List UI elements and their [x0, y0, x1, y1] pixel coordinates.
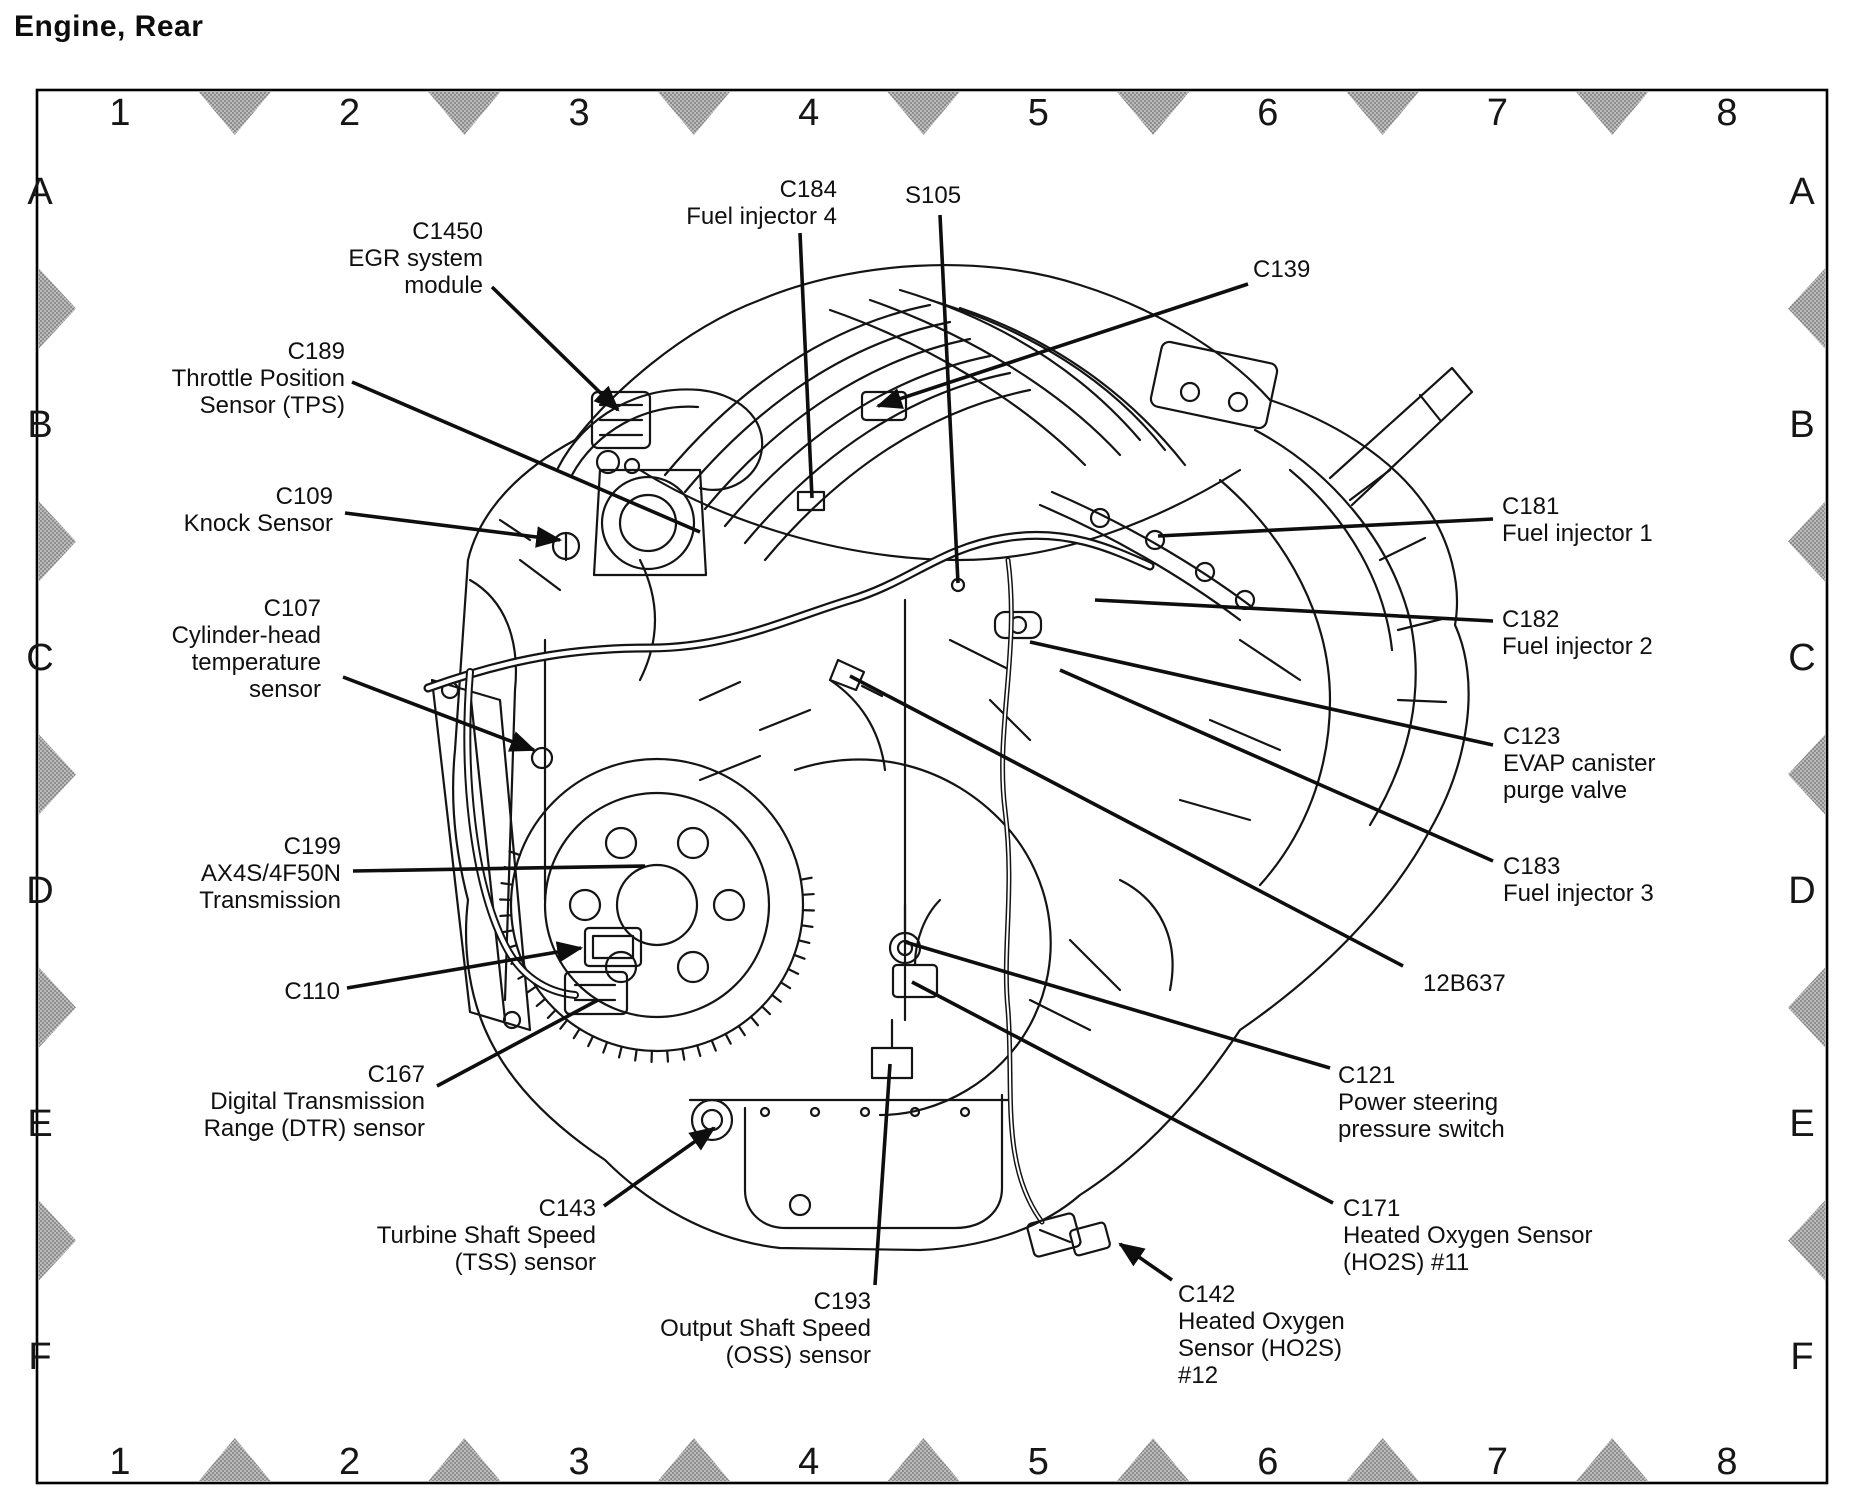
callout-text-line: C1450	[412, 218, 483, 245]
callout-text-line: C107	[263, 595, 321, 622]
flywheel-teeth-tick	[682, 1049, 684, 1060]
grid-number-bottom-2: 2	[338, 1441, 361, 1483]
callout-text-line: purge valve	[1503, 777, 1628, 804]
callout-label-C107	[172, 595, 321, 703]
grid-number-top-3: 3	[568, 92, 590, 134]
callout-text-line: C184	[779, 176, 837, 203]
callout-text-line: C143	[538, 1195, 596, 1222]
callout-text-line: Fuel injector 4	[686, 203, 837, 230]
grid-triangle	[1576, 1438, 1648, 1481]
callout-label-C182	[1502, 606, 1653, 660]
callout-text-line: C189	[287, 338, 345, 365]
flywheel-teeth-tick	[500, 915, 511, 916]
leader-line-C109	[345, 513, 560, 540]
grid-letter-left-F: F	[28, 1336, 52, 1378]
callout-text-line: Heated Oxygen Sensor	[1343, 1222, 1593, 1249]
flywheel-teeth-tick	[619, 1047, 622, 1058]
grid-triangle	[1117, 92, 1189, 135]
grid-triangle	[1347, 1438, 1419, 1481]
grid-letter-right-D: D	[1788, 870, 1816, 912]
callout-text-line: Fuel injector 3	[1503, 880, 1654, 907]
callout-text-line: C199	[283, 833, 341, 860]
flywheel-teeth-tick	[781, 982, 790, 988]
grid-triangle	[887, 1438, 959, 1481]
callout-text-line: Range (DTR) sensor	[203, 1115, 425, 1142]
grid-letter-right-E: E	[1789, 1103, 1815, 1145]
callout-text-line: C110	[284, 978, 340, 1005]
leader-line-C184	[800, 233, 812, 498]
grid-number-bottom-4: 4	[798, 1441, 820, 1483]
grid-letter-right-A: A	[1789, 171, 1815, 213]
grid-number-top-1: 1	[109, 92, 131, 134]
flywheel-teeth-tick	[803, 894, 814, 895]
callout-text-line: AX4S/4F50N	[200, 860, 341, 887]
leader-line-12B637	[850, 676, 1403, 966]
leader-line-C189	[352, 382, 700, 532]
grid-triangle	[428, 1438, 500, 1481]
callout-text-line: pressure switch	[1338, 1116, 1505, 1143]
leader-line-C181	[1158, 519, 1493, 536]
grid-number-bottom-8: 8	[1716, 1441, 1738, 1483]
callout-text-line: Turbine Shaft Speed	[376, 1222, 596, 1249]
callout-text-line: module	[404, 272, 483, 299]
grid-triangle	[39, 269, 76, 349]
leader-line-S105	[940, 215, 958, 583]
grid-triangle	[39, 502, 76, 582]
callout-label-C171	[1343, 1195, 1592, 1276]
flywheel-teeth-tick	[588, 1036, 593, 1046]
callout-label-C1450	[348, 218, 483, 299]
grid-triangle	[199, 1438, 271, 1481]
grid-triangle	[1788, 735, 1825, 815]
grid-triangle	[1117, 1438, 1189, 1481]
grid-triangle	[1788, 968, 1825, 1048]
callout-text-line: temperature	[191, 649, 321, 676]
callout-label-C181	[1502, 493, 1653, 547]
grid-number-top-8: 8	[1716, 92, 1738, 134]
callout-text-line: C121	[1338, 1062, 1396, 1089]
callout-text-line: C142	[1178, 1281, 1236, 1308]
flywheel-teeth-tick	[762, 1006, 770, 1014]
grid-triangle	[39, 1201, 76, 1281]
grid-triangle	[1576, 92, 1648, 135]
callout-text-line: Knock Sensor	[183, 510, 333, 537]
grid-triangle	[39, 968, 76, 1048]
callout-text-line: C167	[367, 1061, 425, 1088]
grid-number-top-2: 2	[338, 92, 361, 134]
grid-number-bottom-1: 1	[109, 1441, 131, 1483]
callout-label-C139	[1253, 256, 1310, 283]
callout-text-line: (TSS) sensor	[454, 1249, 596, 1276]
callout-leader-lines	[343, 215, 1493, 1285]
flywheel-teeth-tick	[527, 987, 536, 993]
grid-triangle	[1788, 502, 1825, 582]
flywheel-teeth-tick	[537, 999, 545, 1006]
callout-text-line: C193	[813, 1288, 871, 1315]
callout-text-line: Digital Transmission	[210, 1088, 425, 1115]
flywheel-teeth-tick	[788, 969, 798, 974]
callout-label-C109	[184, 483, 333, 537]
callout-text-line: EVAP canister	[1503, 750, 1656, 777]
grid-triangle	[428, 92, 500, 135]
callout-text-line: Sensor (HO2S)	[1178, 1335, 1343, 1362]
callout-text-line: Output Shaft Speed	[660, 1315, 871, 1342]
flywheel-teeth-tick	[794, 955, 804, 959]
callout-label-C142	[1178, 1281, 1345, 1389]
grid-letter-right-B: B	[1789, 404, 1815, 446]
flywheel-teeth-tick	[739, 1026, 745, 1035]
flywheel-teeth-tick	[772, 995, 781, 1002]
grid-triangle	[1788, 1201, 1825, 1281]
grid-triangle	[887, 92, 959, 135]
grid-number-top-4: 4	[798, 92, 820, 134]
grid-letter-left-E: E	[27, 1103, 53, 1145]
callout-text-line: (HO2S) #11	[1343, 1249, 1470, 1276]
callout-text-line: Throttle Position	[171, 365, 345, 392]
callout-text-line: C182	[1502, 606, 1560, 633]
callout-text-line: Fuel injector 1	[1502, 520, 1653, 547]
leader-line-C182	[1095, 600, 1493, 621]
page-title: Engine, Rear	[14, 10, 204, 43]
callout-text-line: C183	[1503, 853, 1561, 880]
flywheel-teeth-tick	[574, 1029, 580, 1038]
leader-line-C199	[353, 866, 645, 871]
flywheel-teeth-tick	[502, 883, 513, 885]
grid-letter-right-C: C	[1788, 637, 1816, 679]
grid-triangle	[1788, 269, 1825, 349]
grid-triangle	[1347, 92, 1419, 135]
flywheel-teeth-tick	[667, 1051, 668, 1062]
callout-label-C193	[660, 1288, 871, 1369]
grid-letter-right-F: F	[1790, 1336, 1814, 1378]
callout-text-line: Transmission	[199, 887, 341, 914]
grid-triangle	[39, 735, 76, 815]
flywheel-teeth-tick	[548, 1010, 556, 1018]
flywheel-teeth-tick	[726, 1034, 731, 1044]
callout-text-line: Cylinder-head	[171, 622, 321, 649]
callout-text-line: C139	[1253, 256, 1311, 283]
callout-label-S105	[905, 182, 961, 209]
grid-letter-left-D: D	[26, 870, 54, 912]
grid-number-top-5: 5	[1027, 92, 1049, 134]
leader-line-C123	[1030, 642, 1493, 745]
callout-text-line: C123	[1503, 723, 1561, 750]
grid-number-top-6: 6	[1257, 92, 1279, 134]
leader-line-C139	[878, 284, 1248, 406]
callout-text-line: Power steering	[1338, 1089, 1499, 1116]
grid-number-bottom-7: 7	[1486, 1441, 1508, 1483]
flywheel-teeth-tick	[801, 878, 812, 880]
callout-text-line: C109	[275, 483, 333, 510]
flywheel-teeth-tick	[603, 1042, 607, 1052]
grid-triangle	[658, 1438, 730, 1481]
callout-text-line: S105	[905, 182, 962, 209]
grid-number-bottom-6: 6	[1257, 1441, 1279, 1483]
grid-triangle	[658, 92, 730, 135]
callout-label-C184	[686, 176, 837, 230]
flywheel-teeth-tick	[802, 925, 813, 927]
callout-text-line: Heated Oxygen	[1178, 1308, 1345, 1335]
flywheel-teeth-tick	[799, 940, 810, 943]
callout-label-C167	[204, 1061, 425, 1142]
flywheel-teeth-tick	[502, 930, 513, 932]
callout-text-line: EGR system	[348, 245, 483, 272]
leader-line-C143	[604, 1128, 714, 1206]
grid-letter-left-C: C	[26, 637, 54, 679]
leader-line-C121	[905, 942, 1330, 1068]
callout-text-line: C181	[1502, 493, 1560, 520]
callout-text-line: (OSS) sensor	[725, 1342, 871, 1369]
flywheel-teeth-tick	[712, 1040, 716, 1050]
callout-label-C183	[1503, 853, 1654, 907]
callout-text-line: C171	[1343, 1195, 1401, 1222]
leader-line-C142	[1120, 1244, 1172, 1280]
callout-text-line: 12B637	[1423, 970, 1506, 997]
grid-letter-left-A: A	[27, 171, 53, 213]
callout-label-C199	[199, 833, 341, 914]
callout-label-C123	[1503, 723, 1656, 804]
callout-label-C189	[172, 338, 345, 419]
grid-letter-left-B: B	[27, 404, 53, 446]
grid-number-bottom-5: 5	[1027, 1441, 1049, 1483]
callout-label-12B637	[1423, 970, 1506, 997]
grid-triangle	[199, 92, 271, 135]
callout-text-line: Fuel injector 2	[1502, 633, 1653, 660]
flywheel-teeth-tick	[635, 1050, 637, 1061]
flywheel-teeth-tick	[697, 1045, 700, 1056]
callout-label-C110	[284, 978, 340, 1005]
callout-label-C143	[377, 1195, 596, 1276]
flywheel-teeth-tick	[751, 1017, 758, 1025]
callout-label-C121	[1338, 1062, 1505, 1143]
callout-text-line: Sensor (TPS)	[199, 392, 345, 419]
callout-text-line: #12	[1178, 1362, 1219, 1389]
callout-text-line: sensor	[248, 676, 321, 703]
leader-line-C193	[875, 1064, 890, 1285]
grid-number-bottom-3: 3	[568, 1441, 590, 1483]
grid-number-top-7: 7	[1486, 92, 1508, 134]
leader-line-C171	[912, 982, 1333, 1203]
leader-line-C1450	[492, 287, 618, 410]
